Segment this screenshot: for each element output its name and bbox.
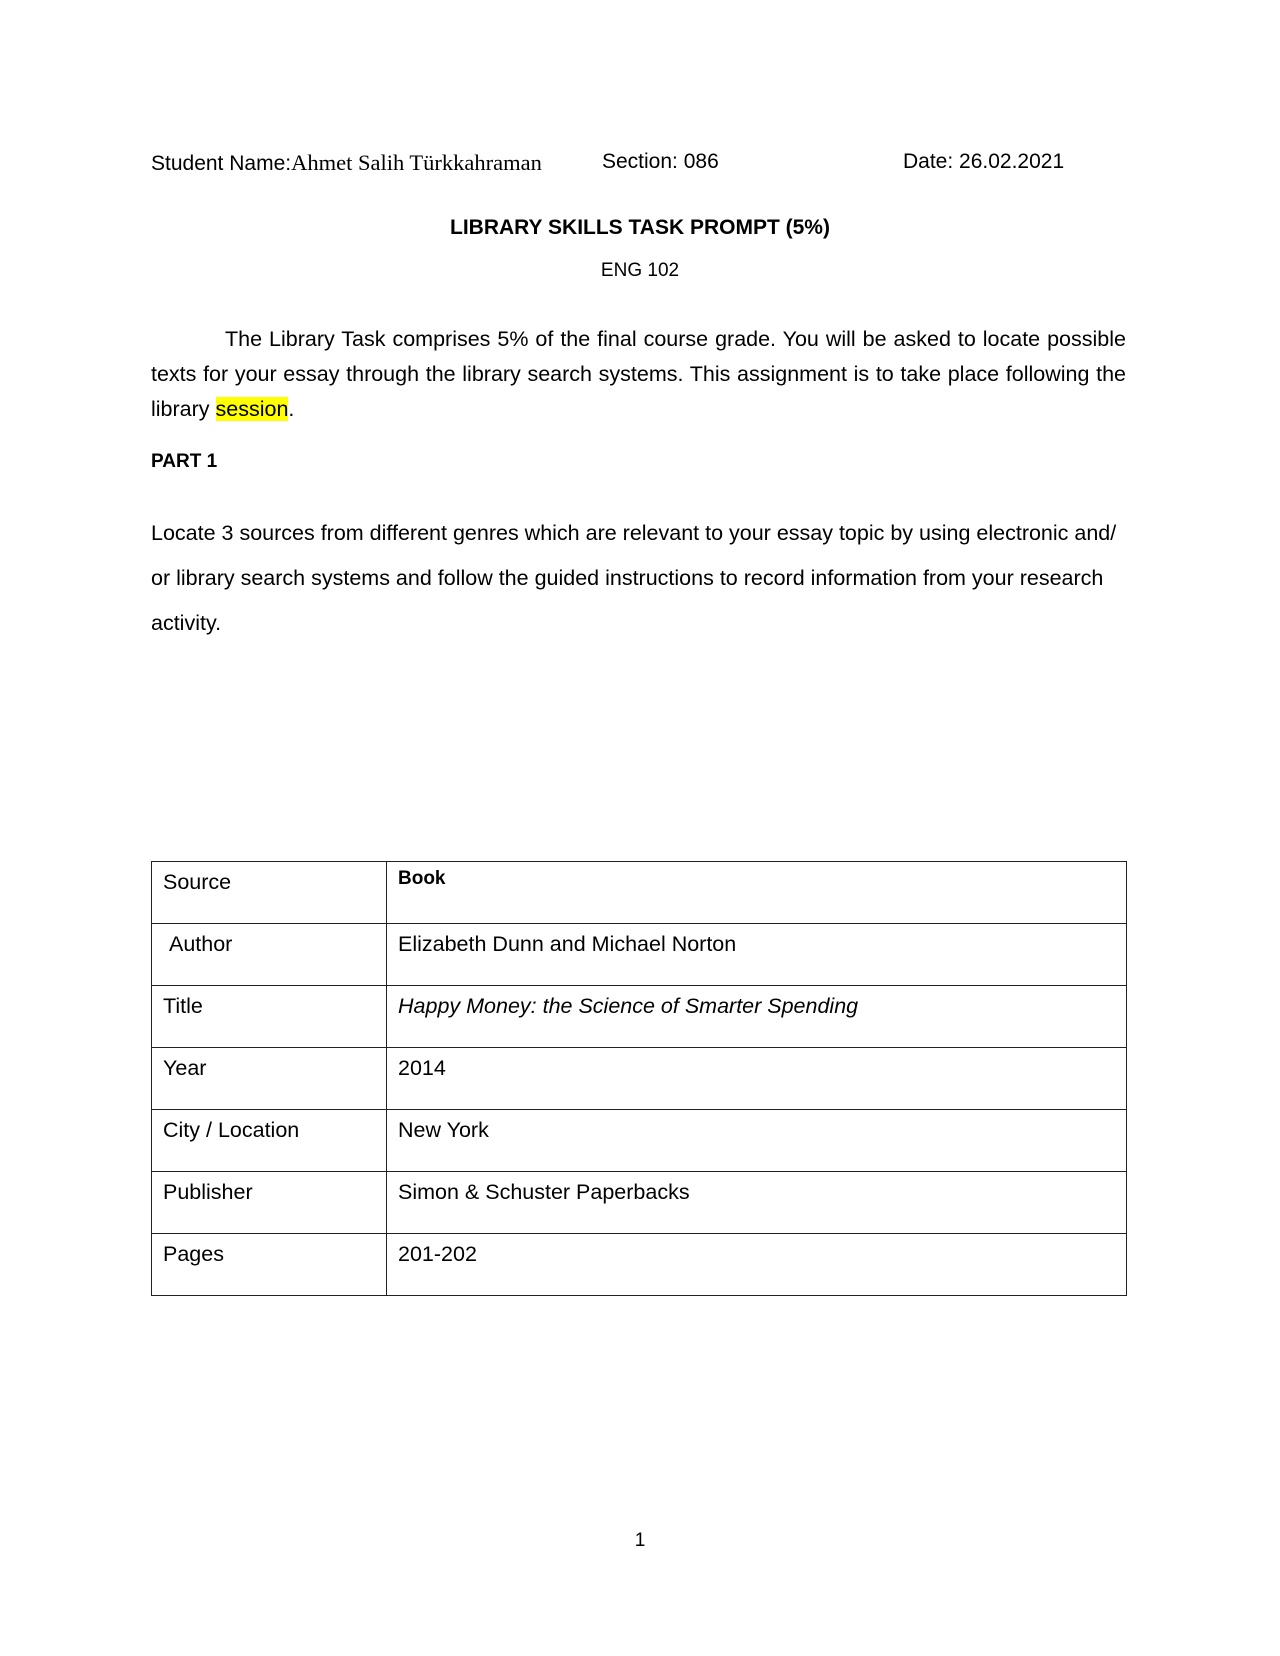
section-number: Section: 086 bbox=[602, 150, 719, 173]
row-label: Author bbox=[152, 924, 387, 986]
date: Date: 26.02.2021 bbox=[903, 150, 1065, 173]
table-row bbox=[152, 1172, 1127, 1234]
row-label: Pages bbox=[152, 1234, 387, 1296]
table-row bbox=[152, 862, 1127, 924]
highlighted-word: session bbox=[215, 397, 289, 421]
row-value: Book bbox=[387, 862, 1127, 924]
student-name-line bbox=[151, 150, 542, 176]
row-value: 201-202 bbox=[387, 1234, 1127, 1296]
task-instructions: Locate 3 sources from different genres which are relevant to your essay topic by using electronic and/ or library search systems and follow the guided instructions to record information from your research activity. bbox=[151, 521, 1117, 635]
student-name-value: Ahmet Salih Türkkahraman bbox=[291, 150, 542, 175]
row-label: Source bbox=[152, 862, 387, 924]
row-label: Publisher bbox=[152, 1172, 387, 1234]
table-row bbox=[152, 1110, 1127, 1172]
table-row bbox=[152, 924, 1127, 986]
intro-text: The Library Task comprises 5% of the final course grade. You will be asked to locate possible texts for your essay through the library search systems. This assignment is to take place following the library bbox=[151, 327, 1126, 421]
row-label: Year bbox=[152, 1048, 387, 1110]
row-value: New York bbox=[387, 1110, 1127, 1172]
table-row bbox=[152, 1234, 1127, 1296]
row-value: Elizabeth Dunn and Michael Norton bbox=[387, 924, 1127, 986]
intro-paragraph bbox=[151, 322, 1126, 427]
page-number: 1 bbox=[634, 1530, 646, 1551]
row-label: City / Location bbox=[152, 1110, 387, 1172]
row-value: 2014 bbox=[387, 1048, 1127, 1110]
row-value: Simon & Schuster Paperbacks bbox=[387, 1172, 1127, 1234]
table-row bbox=[152, 1048, 1127, 1110]
table-row bbox=[152, 986, 1127, 1048]
part-heading: PART 1 bbox=[151, 451, 218, 472]
intro-end: . bbox=[288, 397, 295, 421]
source-table bbox=[151, 861, 1127, 1296]
course-code: ENG 102 bbox=[600, 260, 680, 281]
row-value: Happy Money: the Science of Smarter Spending bbox=[387, 986, 1127, 1048]
page-title: LIBRARY SKILLS TASK PROMPT (5%) bbox=[450, 216, 830, 239]
row-label: Title bbox=[152, 986, 387, 1048]
student-name-label: Student Name: bbox=[151, 152, 292, 175]
